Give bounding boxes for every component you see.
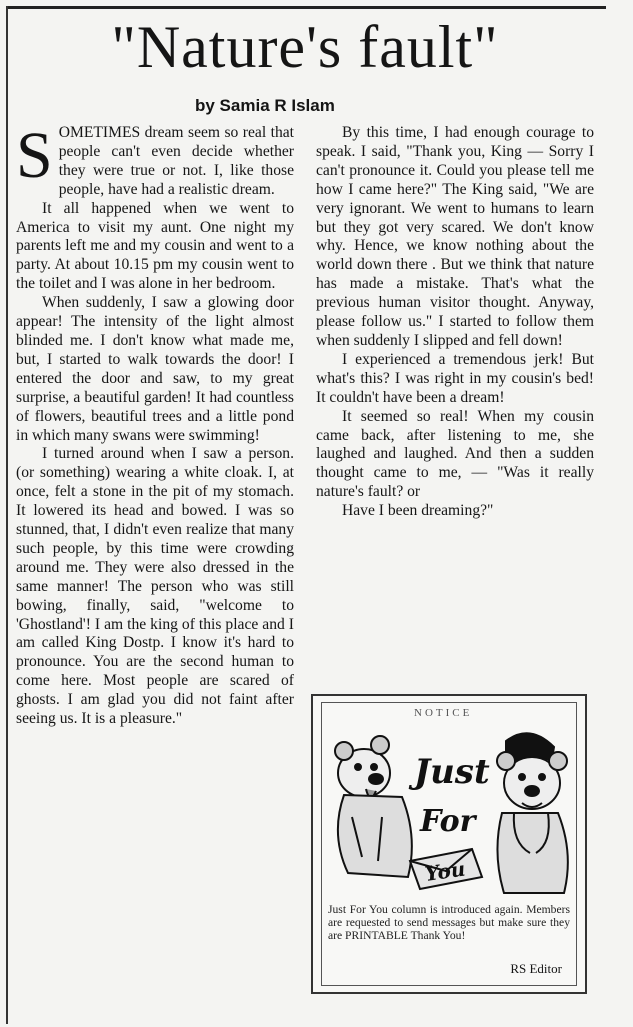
article-paragraph: By this time, I had enough courage to speak. I said, "Thank you, King — Sorry I can't pronounce it. Could you please tell me how I came here?" The King said, "We are very ignorant. We went to humans to learn but they got very scared. We don't know why. Hence, we know nothing about the world down there . But we think that nature has made a mistake. That's what the previous human visitor thought. Anyway, please follow us." I started to follow them when suddenly I slipped and fell down!: [316, 124, 594, 349]
top-rule: [6, 6, 606, 9]
article-column-right: [316, 124, 594, 521]
notice-body-text: Just For You column is introduced again. Members are requested to send messages but make sure they are PRINTABLE Thank You!: [328, 903, 570, 942]
notice-header: NOTICE: [414, 707, 473, 719]
cartoon-illustration: [322, 721, 576, 899]
article-paragraph: It seemed so real! When my cousin came back, after listening to me, she laughed and laughed. And then a sudden thought came to me, — "Was it really nature's fault? or: [316, 407, 594, 501]
cartoon-word: You: [423, 856, 467, 886]
left-rule: [6, 6, 8, 1024]
right-bear-drawing: [497, 733, 568, 893]
drop-cap: S: [16, 119, 53, 192]
notice-frame: [321, 702, 577, 986]
article-paragraph: Have I been dreaming?": [342, 502, 494, 520]
article-paragraph: When suddenly, I saw a glowing door appear! The intensity of the light almost blinded me. I don't know what made me, but, I started to walk towards the door! I entered the door and saw, to my great surprise, a beautiful garden! It had countless of flowers, beautiful trees and a little pond in which many swans were swimming!: [16, 294, 294, 444]
article-paragraph: I experienced a tremendous jerk! But what's this? I was right in my cousin's bed! It couldn't have been a dream!: [316, 350, 594, 406]
article-paragraph: It all happened when we went to America to visit my aunt. One night my parents left me and my cousin and went to a party. At about 10.15 pm my cousin went to the toilet and I was alone in her bedroom.: [16, 199, 294, 293]
article-paragraph: I turned around when I saw a person. (or something) wearing a white cloak. I, at once, felt a stone in the pit of my stomach. It lowered its head and bowed. I was so stunned, that, I didn't even realize that many such people, by this time were crowding around me. They were also dressed in the same manner! The person who was still bowing, finally, said, "welcome to 'Ghostland'! I am the king of this place and I am called King Dostp. I know it's hard to pronounce. You are the second human to come here. Most people are scared of ghosts. I am glad you did not faint after seeing us. It is a pleasure.": [16, 445, 294, 728]
article-column-left: [16, 119, 294, 729]
notice-signature: RS Editor: [510, 961, 562, 976]
cartoon-word: For: [420, 804, 476, 839]
cartoon-word: Just: [414, 752, 490, 792]
article-title: "Nature's fault": [111, 14, 499, 80]
article-paragraph: SOMETIMES dream seem so real that people can't even decide whether they were true or not. I, like those people, have had a realistic dream.: [16, 119, 294, 198]
left-bear-drawing: [335, 736, 412, 877]
article-byline: by Samia R Islam: [195, 96, 335, 115]
notice-box: [311, 694, 587, 994]
